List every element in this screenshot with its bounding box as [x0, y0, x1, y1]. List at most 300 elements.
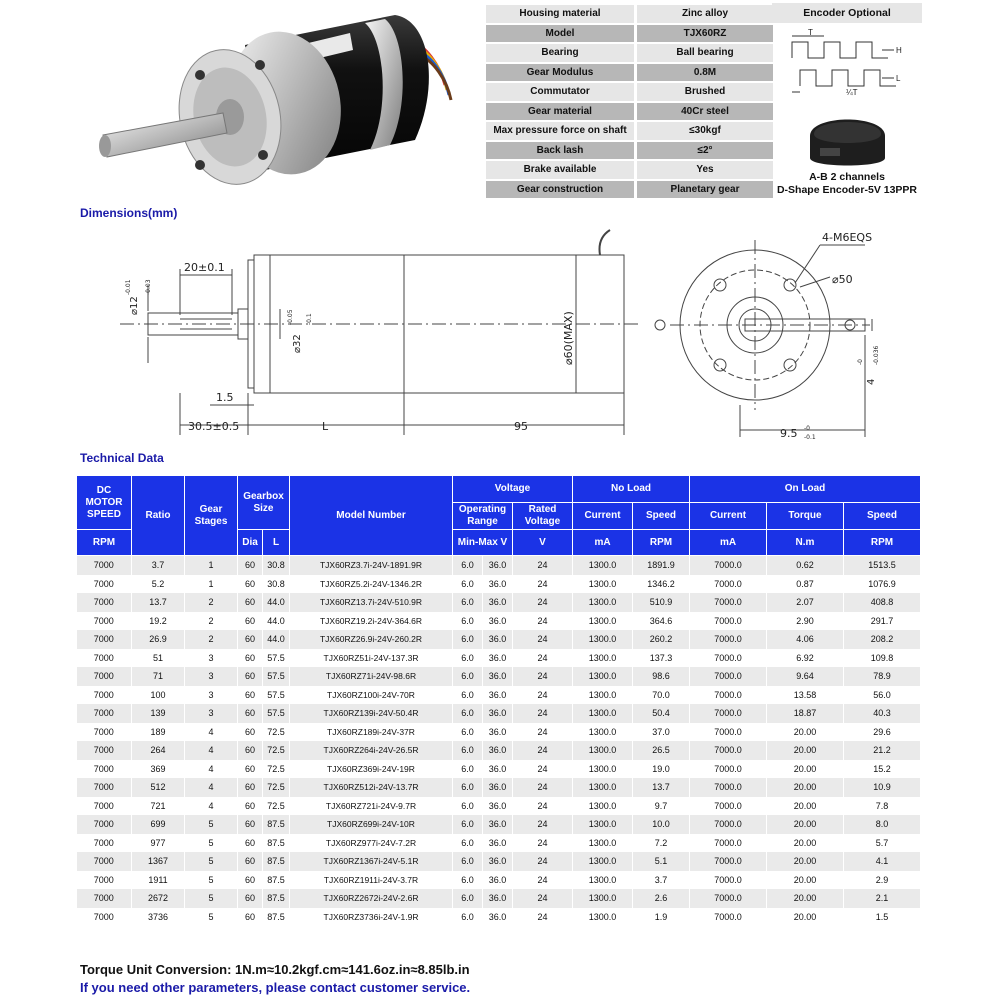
- dimensions-title: Dimensions(mm): [80, 206, 178, 220]
- cell-noload-speed: 510.9: [633, 593, 690, 612]
- cell-ratio: 369: [132, 760, 185, 779]
- dim-pitch-circle: ⌀50: [832, 273, 853, 286]
- cell-onload-current: 7000.0: [690, 741, 767, 760]
- cell-ratio: 51: [132, 649, 185, 668]
- cell-ratio: 139: [132, 704, 185, 723]
- cell-voltage-max: 36.0: [483, 593, 513, 612]
- cell-onload-speed: 1.5: [844, 908, 921, 927]
- cell-noload-current: 1300.0: [573, 778, 633, 797]
- cell-gear-stages: 3: [185, 649, 238, 668]
- spec-label: Brake available: [486, 161, 634, 179]
- encoder-panel: [772, 3, 922, 198]
- table-row: [77, 797, 921, 816]
- cell-onload-current: 7000.0: [690, 778, 767, 797]
- cell-voltage-max: 36.0: [483, 815, 513, 834]
- unit-v: V: [513, 530, 573, 556]
- cell-onload-torque: 20.00: [767, 889, 844, 908]
- cell-voltage-min: 6.0: [453, 667, 483, 686]
- table-row: [77, 741, 921, 760]
- table-row: [77, 871, 921, 890]
- cell-noload-current: 1300.0: [573, 593, 633, 612]
- cell-gear-stages: 2: [185, 630, 238, 649]
- dim-pilot-tol-lower: -0.1: [306, 313, 313, 325]
- cell-motor-speed: 7000: [77, 797, 132, 816]
- cell-onload-torque: 18.87: [767, 704, 844, 723]
- cell-voltage-min: 6.0: [453, 908, 483, 927]
- cell-gear-stages: 5: [185, 889, 238, 908]
- cell-ratio: 5.2: [132, 575, 185, 594]
- cell-noload-current: 1300.0: [573, 760, 633, 779]
- cell-voltage-max: 36.0: [483, 797, 513, 816]
- cell-gearbox-dia: 60: [238, 649, 263, 668]
- cell-onload-current: 7000.0: [690, 908, 767, 927]
- cell-onload-current: 7000.0: [690, 649, 767, 668]
- cell-gearbox-length: 44.0: [263, 593, 290, 612]
- spec-row: [486, 181, 773, 199]
- wave-label-t: T: [808, 28, 813, 37]
- cell-onload-torque: 20.00: [767, 760, 844, 779]
- dim-shaft-tol-lower: -0.03: [145, 279, 152, 295]
- cell-voltage-min: 6.0: [453, 852, 483, 871]
- cell-motor-speed: 7000: [77, 723, 132, 742]
- unit-noload-ma: mA: [573, 530, 633, 556]
- wave-label-h: H: [896, 46, 902, 55]
- spec-value: Ball bearing: [634, 44, 773, 62]
- cell-gear-stages: 2: [185, 593, 238, 612]
- cell-onload-current: 7000.0: [690, 797, 767, 816]
- cell-onload-torque: 20.00: [767, 852, 844, 871]
- cell-onload-torque: 4.06: [767, 630, 844, 649]
- cell-gearbox-length: 72.5: [263, 723, 290, 742]
- unit-rpm: RPM: [77, 530, 132, 556]
- dim-body-dia: ⌀60(MAX): [562, 311, 575, 365]
- cell-noload-speed: 10.0: [633, 815, 690, 834]
- unit-min-max-v: Min-Max V: [453, 530, 513, 556]
- cell-motor-speed: 7000: [77, 908, 132, 927]
- cell-onload-torque: 20.00: [767, 908, 844, 927]
- header-gearbox-size: Gearbox Size: [238, 476, 290, 530]
- cell-gear-stages: 4: [185, 797, 238, 816]
- cell-noload-speed: 98.6: [633, 667, 690, 686]
- spec-row: [486, 25, 773, 43]
- cell-ratio: 1367: [132, 852, 185, 871]
- header-operating-range: Operating Range: [453, 503, 513, 530]
- cell-gearbox-dia: 60: [238, 575, 263, 594]
- cell-noload-current: 1300.0: [573, 889, 633, 908]
- cell-rated-voltage: 24: [513, 889, 573, 908]
- cell-rated-voltage: 24: [513, 630, 573, 649]
- technical-data-table: [76, 475, 921, 926]
- cell-noload-current: 1300.0: [573, 908, 633, 927]
- cell-rated-voltage: 24: [513, 667, 573, 686]
- table-row: [77, 556, 921, 575]
- cell-gearbox-dia: 60: [238, 760, 263, 779]
- encoder-caption: [767, 171, 927, 197]
- cell-gearbox-length: 30.8: [263, 556, 290, 575]
- cell-voltage-min: 6.0: [453, 704, 483, 723]
- cell-noload-speed: 260.2: [633, 630, 690, 649]
- cell-onload-current: 7000.0: [690, 871, 767, 890]
- cell-onload-torque: 20.00: [767, 797, 844, 816]
- spec-label: Commutator: [486, 83, 634, 101]
- cell-onload-speed: 291.7: [844, 612, 921, 631]
- spec-table: [486, 3, 773, 200]
- cell-gearbox-length: 44.0: [263, 630, 290, 649]
- cell-rated-voltage: 24: [513, 704, 573, 723]
- wave-label-l: L: [896, 74, 901, 83]
- cell-noload-speed: 19.0: [633, 760, 690, 779]
- header-voltage: Voltage: [453, 476, 573, 503]
- table-row: [77, 630, 921, 649]
- spec-value: Zinc alloy: [634, 5, 773, 23]
- table-row: [77, 667, 921, 686]
- unit-onload-ma: mA: [690, 530, 767, 556]
- cell-gear-stages: 3: [185, 704, 238, 723]
- cell-onload-current: 7000.0: [690, 686, 767, 705]
- cell-onload-torque: 20.00: [767, 871, 844, 890]
- cell-voltage-max: 36.0: [483, 630, 513, 649]
- dim-gearbox-length: L: [322, 420, 329, 433]
- cell-noload-speed: 70.0: [633, 686, 690, 705]
- contact-note: If you need other parameters, please contact customer service.: [80, 980, 471, 995]
- spec-label: Housing material: [486, 5, 634, 23]
- cell-rated-voltage: 24: [513, 593, 573, 612]
- cell-onload-torque: 20.00: [767, 723, 844, 742]
- header-noload-speed: Speed: [633, 503, 690, 530]
- header-ratio: Ratio: [132, 476, 185, 556]
- cell-voltage-max: 36.0: [483, 649, 513, 668]
- cell-voltage-min: 6.0: [453, 815, 483, 834]
- header-noload-current: Current: [573, 503, 633, 530]
- cell-gearbox-length: 72.5: [263, 778, 290, 797]
- cell-voltage-min: 6.0: [453, 778, 483, 797]
- cell-onload-speed: 21.2: [844, 741, 921, 760]
- cell-rated-voltage: 24: [513, 778, 573, 797]
- spec-label: Model: [486, 25, 634, 43]
- cell-gearbox-length: 57.5: [263, 667, 290, 686]
- cell-onload-speed: 208.2: [844, 630, 921, 649]
- cell-gearbox-length: 87.5: [263, 815, 290, 834]
- cell-model-number: TJX60RZ721i-24V-9.7R: [290, 797, 453, 816]
- spec-row: [486, 142, 773, 160]
- cell-gearbox-length: 87.5: [263, 852, 290, 871]
- cell-rated-voltage: 24: [513, 575, 573, 594]
- unit-l: L: [263, 530, 290, 556]
- header-dc-motor-speed: DC MOTOR SPEED: [77, 476, 132, 530]
- cell-onload-speed: 15.2: [844, 760, 921, 779]
- cell-noload-current: 1300.0: [573, 612, 633, 631]
- cell-noload-speed: 26.5: [633, 741, 690, 760]
- cell-ratio: 1911: [132, 871, 185, 890]
- cell-rated-voltage: 24: [513, 649, 573, 668]
- cell-onload-current: 7000.0: [690, 667, 767, 686]
- cell-model-number: TJX60RZ1911i-24V-3.7R: [290, 871, 453, 890]
- spec-value: Brushed: [634, 83, 773, 101]
- cell-voltage-max: 36.0: [483, 704, 513, 723]
- cell-noload-current: 1300.0: [573, 556, 633, 575]
- cell-rated-voltage: 24: [513, 686, 573, 705]
- cell-voltage-max: 36.0: [483, 612, 513, 631]
- cell-voltage-max: 36.0: [483, 908, 513, 927]
- cell-ratio: 26.9: [132, 630, 185, 649]
- cell-gearbox-length: 72.5: [263, 797, 290, 816]
- cell-ratio: 699: [132, 815, 185, 834]
- table-row: [77, 852, 921, 871]
- cell-onload-torque: 2.07: [767, 593, 844, 612]
- cell-rated-voltage: 24: [513, 797, 573, 816]
- header-no-load: No Load: [573, 476, 690, 503]
- header-onload-speed: Speed: [844, 503, 921, 530]
- dim-key-width-tol-upper: -0: [857, 359, 864, 365]
- cell-motor-speed: 7000: [77, 630, 132, 649]
- cell-onload-speed: 8.0: [844, 815, 921, 834]
- cell-rated-voltage: 24: [513, 556, 573, 575]
- spec-label: Gear construction: [486, 181, 634, 199]
- dim-motor-length: 95: [514, 420, 528, 433]
- cell-onload-torque: 9.64: [767, 667, 844, 686]
- cell-gearbox-dia: 60: [238, 778, 263, 797]
- cell-voltage-min: 6.0: [453, 834, 483, 853]
- cell-ratio: 189: [132, 723, 185, 742]
- cell-voltage-min: 6.0: [453, 649, 483, 668]
- cell-gearbox-dia: 60: [238, 630, 263, 649]
- cell-ratio: 3736: [132, 908, 185, 927]
- unit-onload-nm: N.m: [767, 530, 844, 556]
- cell-noload-speed: 9.7: [633, 797, 690, 816]
- torque-conversion-note: Torque Unit Conversion: 1N.m≈10.2kgf.cm≈141.6oz.in≈8.85lb.in: [80, 962, 470, 977]
- cell-gearbox-dia: 60: [238, 612, 263, 631]
- spec-value: TJX60RZ: [634, 25, 773, 43]
- table-row: [77, 778, 921, 797]
- cell-gearbox-length: 72.5: [263, 741, 290, 760]
- cell-noload-speed: 37.0: [633, 723, 690, 742]
- cell-noload-current: 1300.0: [573, 630, 633, 649]
- dimension-drawing: [120, 225, 880, 445]
- cell-voltage-min: 6.0: [453, 575, 483, 594]
- cell-motor-speed: 7000: [77, 556, 132, 575]
- dim-mount-holes: 4-M6EQS: [822, 231, 873, 244]
- cell-gearbox-length: 87.5: [263, 908, 290, 927]
- table-row: [77, 686, 921, 705]
- cell-noload-current: 1300.0: [573, 834, 633, 853]
- cell-gear-stages: 4: [185, 778, 238, 797]
- cell-onload-current: 7000.0: [690, 889, 767, 908]
- spec-row: [486, 83, 773, 101]
- cell-voltage-min: 6.0: [453, 889, 483, 908]
- cell-onload-torque: 0.62: [767, 556, 844, 575]
- cell-voltage-min: 6.0: [453, 686, 483, 705]
- cell-rated-voltage: 24: [513, 908, 573, 927]
- cell-gearbox-length: 57.5: [263, 649, 290, 668]
- cell-noload-speed: 1.9: [633, 908, 690, 927]
- cell-voltage-min: 6.0: [453, 871, 483, 890]
- spec-value: ≤2°: [634, 142, 773, 160]
- cell-voltage-min: 6.0: [453, 760, 483, 779]
- spec-value: Planetary gear: [634, 181, 773, 199]
- cell-noload-speed: 1346.2: [633, 575, 690, 594]
- dim-shaft-length: 30.5±0.5: [188, 420, 240, 433]
- spec-label: Gear Modulus: [486, 64, 634, 82]
- cell-gearbox-dia: 60: [238, 686, 263, 705]
- cell-onload-current: 7000.0: [690, 760, 767, 779]
- cell-model-number: TJX60RZ100i-24V-70R: [290, 686, 453, 705]
- header-gear-stages: Gear Stages: [185, 476, 238, 556]
- cell-noload-current: 1300.0: [573, 649, 633, 668]
- dim-key-length: 20±0.1: [184, 261, 225, 274]
- encoder-image: [800, 106, 895, 172]
- cell-voltage-max: 36.0: [483, 852, 513, 871]
- cell-noload-speed: 7.2: [633, 834, 690, 853]
- spec-value: Yes: [634, 161, 773, 179]
- cell-model-number: TJX60RZ977i-24V-7.2R: [290, 834, 453, 853]
- cell-rated-voltage: 24: [513, 760, 573, 779]
- cell-model-number: TJX60RZ699i-24V-10R: [290, 815, 453, 834]
- cell-model-number: TJX60RZ51i-24V-137.3R: [290, 649, 453, 668]
- table-row: [77, 649, 921, 668]
- cell-voltage-min: 6.0: [453, 556, 483, 575]
- cell-gear-stages: 4: [185, 741, 238, 760]
- dim-key-height-tol-lower: -0.1: [804, 434, 816, 441]
- cell-gear-stages: 5: [185, 852, 238, 871]
- encoder-title: Encoder Optional: [772, 3, 922, 23]
- cell-motor-speed: 7000: [77, 815, 132, 834]
- cell-noload-current: 1300.0: [573, 667, 633, 686]
- cell-onload-speed: 5.7: [844, 834, 921, 853]
- cell-onload-speed: 1076.9: [844, 575, 921, 594]
- cell-ratio: 100: [132, 686, 185, 705]
- cell-onload-torque: 13.58: [767, 686, 844, 705]
- cell-gearbox-dia: 60: [238, 852, 263, 871]
- cell-onload-current: 7000.0: [690, 556, 767, 575]
- cell-voltage-max: 36.0: [483, 723, 513, 742]
- cell-voltage-max: 36.0: [483, 834, 513, 853]
- cell-onload-current: 7000.0: [690, 575, 767, 594]
- cell-gearbox-dia: 60: [238, 889, 263, 908]
- cell-noload-current: 1300.0: [573, 815, 633, 834]
- cell-gearbox-dia: 60: [238, 667, 263, 686]
- cell-ratio: 2672: [132, 889, 185, 908]
- cell-gearbox-dia: 60: [238, 797, 263, 816]
- cell-rated-voltage: 24: [513, 612, 573, 631]
- cell-model-number: TJX60RZ3.7i-24V-1891.9R: [290, 556, 453, 575]
- cell-rated-voltage: 24: [513, 871, 573, 890]
- cell-rated-voltage: 24: [513, 815, 573, 834]
- header-on-load: On Load: [690, 476, 921, 503]
- table-row: [77, 704, 921, 723]
- cell-onload-current: 7000.0: [690, 723, 767, 742]
- cell-onload-torque: 2.90: [767, 612, 844, 631]
- cell-onload-speed: 56.0: [844, 686, 921, 705]
- spec-row: [486, 161, 773, 179]
- cell-ratio: 512: [132, 778, 185, 797]
- cell-model-number: TJX60RZ512i-24V-13.7R: [290, 778, 453, 797]
- cell-gearbox-length: 87.5: [263, 889, 290, 908]
- cell-noload-speed: 2.6: [633, 889, 690, 908]
- cell-onload-torque: 20.00: [767, 741, 844, 760]
- cell-gear-stages: 5: [185, 815, 238, 834]
- cell-gear-stages: 3: [185, 667, 238, 686]
- unit-onload-rpm: RPM: [844, 530, 921, 556]
- cell-onload-current: 7000.0: [690, 852, 767, 871]
- cell-noload-current: 1300.0: [573, 686, 633, 705]
- dim-shaft-tol-upper: -0.01: [125, 279, 132, 295]
- cell-model-number: TJX60RZ1367i-24V-5.1R: [290, 852, 453, 871]
- spec-row: [486, 44, 773, 62]
- cell-model-number: TJX60RZ264i-24V-26.5R: [290, 741, 453, 760]
- cell-gear-stages: 5: [185, 908, 238, 927]
- cell-onload-speed: 408.8: [844, 593, 921, 612]
- cell-noload-speed: 3.7: [633, 871, 690, 890]
- cell-gearbox-dia: 60: [238, 593, 263, 612]
- cell-onload-speed: 40.3: [844, 704, 921, 723]
- cell-motor-speed: 7000: [77, 667, 132, 686]
- cell-model-number: TJX60RZ26.9i-24V-260.2R: [290, 630, 453, 649]
- table-row: [77, 908, 921, 927]
- cell-onload-speed: 4.1: [844, 852, 921, 871]
- unit-noload-rpm: RPM: [633, 530, 690, 556]
- dim-key-height: 9.5: [780, 427, 798, 440]
- cell-motor-speed: 7000: [77, 834, 132, 853]
- cell-gearbox-dia: 60: [238, 908, 263, 927]
- header-onload-torque: Torque: [767, 503, 844, 530]
- encoder-caption-line2: D-Shape Encoder-5V 13PPR: [776, 184, 918, 196]
- cell-noload-current: 1300.0: [573, 852, 633, 871]
- cell-gear-stages: 1: [185, 556, 238, 575]
- table-row: [77, 723, 921, 742]
- cell-gear-stages: 3: [185, 686, 238, 705]
- cell-noload-speed: 50.4: [633, 704, 690, 723]
- cell-onload-speed: 78.9: [844, 667, 921, 686]
- cell-motor-speed: 7000: [77, 649, 132, 668]
- cell-gear-stages: 5: [185, 871, 238, 890]
- spec-row: [486, 64, 773, 82]
- cell-model-number: TJX60RZ2672i-24V-2.6R: [290, 889, 453, 908]
- cell-onload-torque: 20.00: [767, 778, 844, 797]
- cell-onload-current: 7000.0: [690, 815, 767, 834]
- cell-gearbox-dia: 60: [238, 815, 263, 834]
- cell-model-number: TJX60RZ5.2i-24V-1346.2R: [290, 575, 453, 594]
- cell-noload-speed: 13.7: [633, 778, 690, 797]
- cell-motor-speed: 7000: [77, 593, 132, 612]
- cell-gearbox-length: 87.5: [263, 871, 290, 890]
- cell-onload-speed: 2.9: [844, 871, 921, 890]
- cell-noload-current: 1300.0: [573, 575, 633, 594]
- spec-label: Bearing: [486, 44, 634, 62]
- table-row: [77, 834, 921, 853]
- cell-ratio: 71: [132, 667, 185, 686]
- cell-onload-current: 7000.0: [690, 704, 767, 723]
- cell-model-number: TJX60RZ3736i-24V-1.9R: [290, 908, 453, 927]
- cell-motor-speed: 7000: [77, 575, 132, 594]
- table-row: [77, 575, 921, 594]
- encoder-caption-line1: A-B 2 channels: [809, 171, 885, 183]
- cell-ratio: 721: [132, 797, 185, 816]
- cell-motor-speed: 7000: [77, 760, 132, 779]
- cell-onload-speed: 7.8: [844, 797, 921, 816]
- spec-label: Back lash: [486, 142, 634, 160]
- cell-gearbox-length: 87.5: [263, 834, 290, 853]
- cell-motor-speed: 7000: [77, 686, 132, 705]
- table-row: [77, 593, 921, 612]
- cell-gearbox-length: 57.5: [263, 704, 290, 723]
- cell-voltage-min: 6.0: [453, 612, 483, 631]
- cell-onload-speed: 10.9: [844, 778, 921, 797]
- cell-onload-torque: 0.87: [767, 575, 844, 594]
- dim-shaft-dia: ⌀12: [129, 296, 140, 315]
- cell-gear-stages: 2: [185, 612, 238, 631]
- cell-ratio: 264: [132, 741, 185, 760]
- cell-voltage-max: 36.0: [483, 889, 513, 908]
